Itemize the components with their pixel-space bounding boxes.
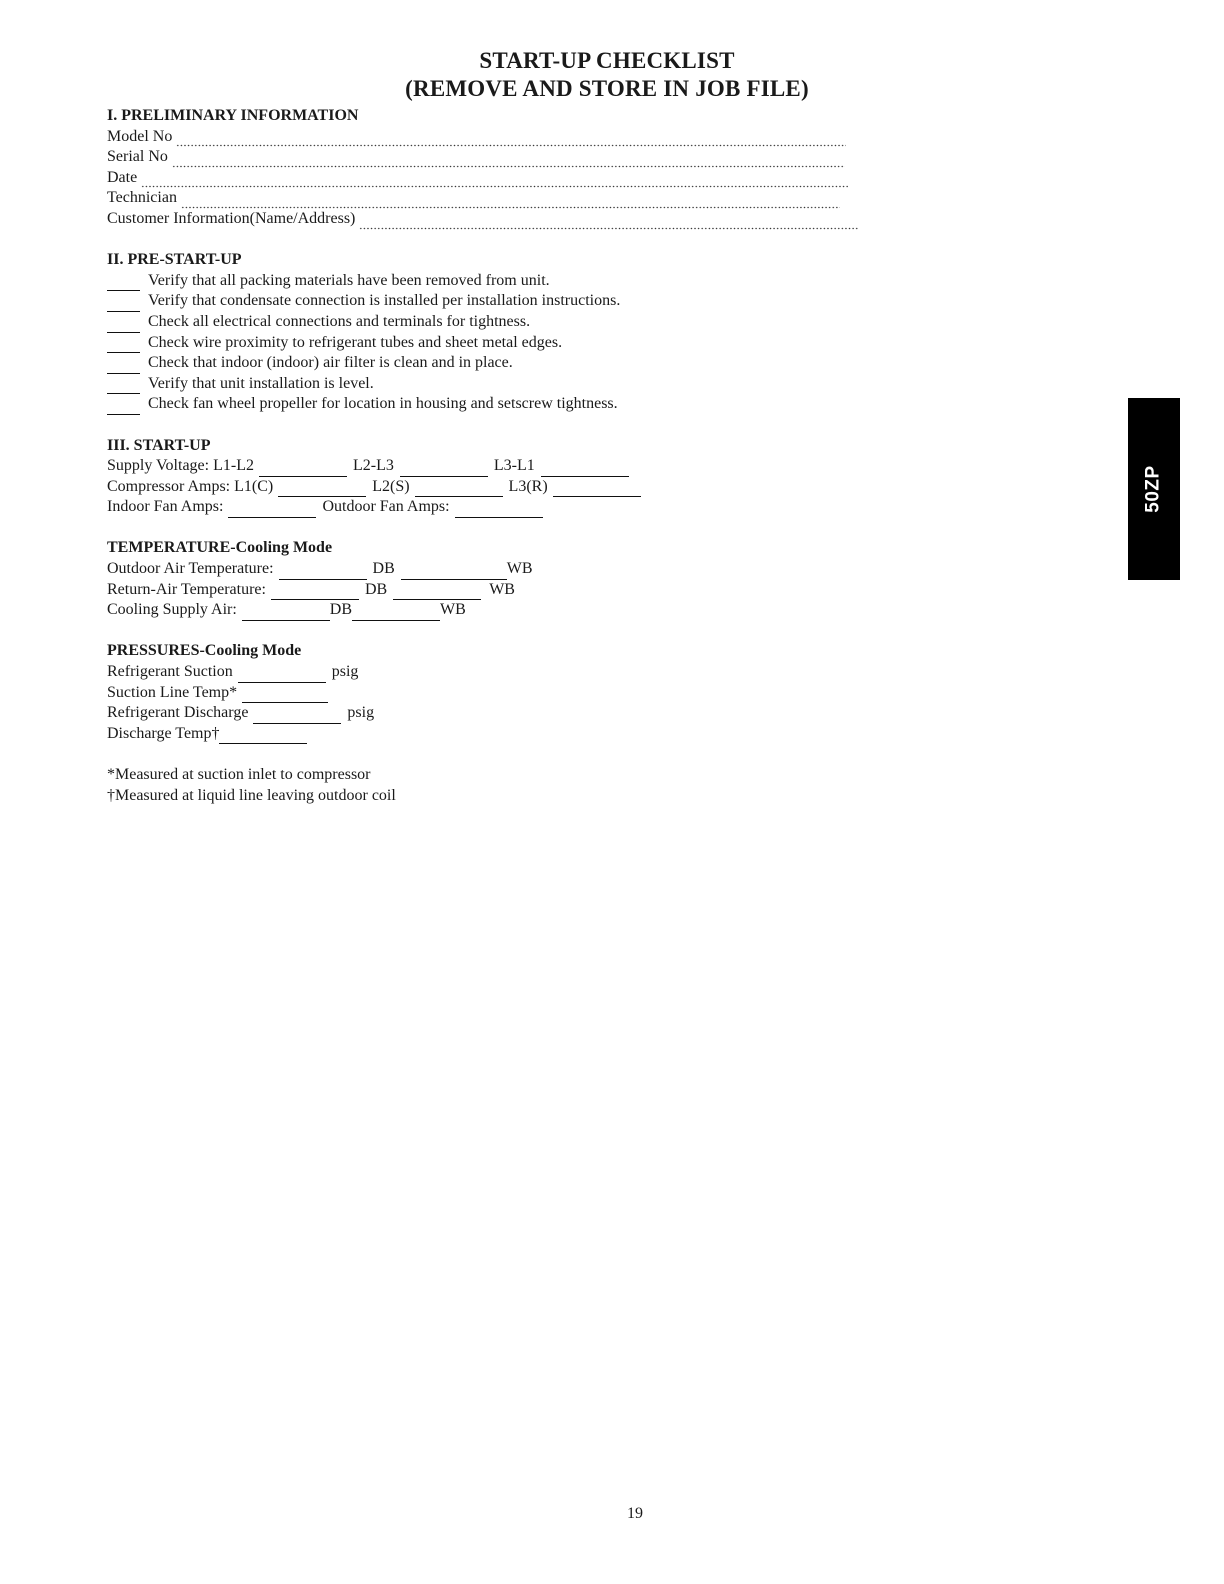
db-label: DB — [372, 560, 395, 578]
page-title: START-UP CHECKLIST — [479, 48, 735, 73]
field-date — [107, 168, 907, 189]
dot-leader — [359, 214, 859, 230]
wb-label: WB — [440, 601, 466, 619]
checklist-item-text: Verify that all packing materials have been removed from unit. — [148, 271, 550, 289]
suction-blank[interactable] — [238, 667, 326, 683]
dot-leader — [181, 193, 840, 209]
psig-label: psig — [347, 704, 375, 722]
l3-l1-label: L3-L1 — [493, 457, 535, 475]
check-blank[interactable] — [107, 317, 140, 333]
outdoor-fan-amps-label: Outdoor Fan Amps: — [322, 498, 450, 516]
psig-label: psig — [331, 663, 359, 681]
discharge-temp-label: Discharge Temp† — [107, 724, 220, 742]
section-heading-start-up: III. START-UP — [107, 436, 211, 454]
discharge-temp-blank[interactable] — [219, 728, 307, 744]
checklist-body — [107, 106, 907, 806]
indoor-fan-amps-blank[interactable] — [228, 502, 316, 518]
check-blank[interactable] — [107, 275, 140, 291]
db-label: DB — [364, 580, 388, 598]
suction-temp-label: Suction Line Temp* — [107, 683, 238, 701]
checklist-item-text: Verify that condensate connection is installed per installation instructions. — [148, 292, 621, 310]
l2s-blank[interactable] — [415, 481, 503, 497]
checklist-item-text: Verify that unit installation is level. — [148, 374, 374, 392]
outdoor-air-row — [107, 559, 907, 580]
suction-row — [107, 662, 907, 683]
check-blank[interactable] — [107, 296, 140, 312]
check-blank[interactable] — [107, 378, 140, 394]
supply-voltage-row — [107, 456, 907, 477]
outdoor-air-label: Outdoor Air Temperature: — [107, 560, 274, 578]
fan-amps-row — [107, 497, 907, 518]
section-heading-pressures: PRESSURES-Cooling Mode — [107, 642, 302, 660]
check-blank[interactable] — [107, 399, 140, 415]
field-serial-no — [107, 147, 907, 168]
cooling-supply-label: Cooling Supply Air: — [107, 601, 237, 619]
compressor-amps-label: Compressor Amps: L1(C) — [107, 477, 274, 495]
discharge-row — [107, 703, 907, 724]
checklist-item — [107, 374, 907, 395]
page-number: 19 — [627, 1505, 643, 1522]
side-tab — [1128, 398, 1180, 580]
side-tab-label: 50ZP — [1142, 465, 1164, 513]
supply-voltage-label: Supply Voltage: L1-L2 — [107, 457, 254, 475]
dot-leader — [172, 152, 845, 168]
outdoor-air-db-blank[interactable] — [279, 564, 367, 580]
return-air-wb-blank[interactable] — [393, 584, 481, 600]
footnote-star: *Measured at suction inlet to compressor — [107, 766, 371, 783]
return-air-row — [107, 580, 907, 601]
field-technician — [107, 188, 907, 209]
checklist-item — [107, 353, 907, 374]
checklist-item — [107, 394, 907, 415]
return-air-db-blank[interactable] — [271, 584, 359, 600]
wb-label: WB — [489, 580, 515, 598]
field-customer-information — [107, 209, 907, 230]
suction-temp-blank[interactable] — [242, 687, 328, 703]
l2-l3-label: L2-L3 — [352, 457, 394, 475]
field-label: Model No — [107, 127, 173, 145]
section-heading-pre-start-up: II. PRE-START-UP — [107, 251, 242, 269]
section-heading-temperature: TEMPERATURE-Cooling Mode — [107, 539, 333, 557]
db-label: DB — [329, 601, 353, 619]
cooling-supply-db-blank[interactable] — [242, 605, 330, 621]
dot-leader — [141, 172, 848, 188]
field-label: Date — [107, 168, 138, 186]
outdoor-air-wb-blank[interactable] — [401, 564, 507, 580]
checklist-item-text: Check all electrical connections and terminals for tightness. — [148, 312, 531, 330]
l2-l3-blank[interactable] — [400, 461, 488, 477]
compressor-amps-row — [107, 477, 907, 498]
checklist-item — [107, 312, 907, 333]
section-heading-preliminary: I. PRELIMINARY INFORMATION — [107, 107, 359, 124]
page-subtitle: (REMOVE AND STORE IN JOB FILE) — [405, 76, 809, 101]
suction-temp-row — [107, 683, 907, 704]
suction-label: Refrigerant Suction — [107, 663, 233, 681]
dot-leader — [176, 131, 846, 147]
l2s-label: L2(S) — [372, 477, 410, 495]
checklist-item — [107, 333, 907, 354]
field-label: Technician — [107, 189, 177, 207]
footnote-dagger: †Measured at liquid line leaving outdoor coil — [107, 786, 396, 804]
discharge-label: Refrigerant Discharge — [107, 704, 249, 722]
checklist-item — [107, 271, 907, 292]
checklist-item — [107, 291, 907, 312]
checklist-item-text: Check fan wheel propeller for location in housing and setscrew tightness. — [148, 395, 618, 413]
l3-l1-blank[interactable] — [541, 461, 629, 477]
field-label: Serial No — [107, 148, 168, 166]
l3r-blank[interactable] — [553, 481, 641, 497]
l1-l2-blank[interactable] — [259, 461, 347, 477]
cooling-supply-row — [107, 600, 907, 621]
return-air-label: Return-Air Temperature: — [107, 580, 266, 598]
indoor-fan-amps-label: Indoor Fan Amps: — [107, 498, 224, 516]
l1c-blank[interactable] — [278, 481, 366, 497]
field-label: Customer Information(Name/Address) — [107, 209, 356, 227]
discharge-blank[interactable] — [253, 708, 341, 724]
checklist-item-text: Check that indoor (indoor) air filter is clean and in place. — [148, 354, 513, 372]
outdoor-fan-amps-blank[interactable] — [455, 502, 543, 518]
wb-label: WB — [506, 560, 533, 578]
l3r-label: L3(R) — [508, 477, 548, 495]
check-blank[interactable] — [107, 337, 140, 353]
field-model-no — [107, 127, 907, 148]
checklist-item-text: Check wire proximity to refrigerant tubes and sheet metal edges. — [148, 333, 563, 351]
cooling-supply-wb-blank[interactable] — [352, 605, 440, 621]
discharge-temp-row — [107, 724, 907, 745]
check-blank[interactable] — [107, 358, 140, 374]
